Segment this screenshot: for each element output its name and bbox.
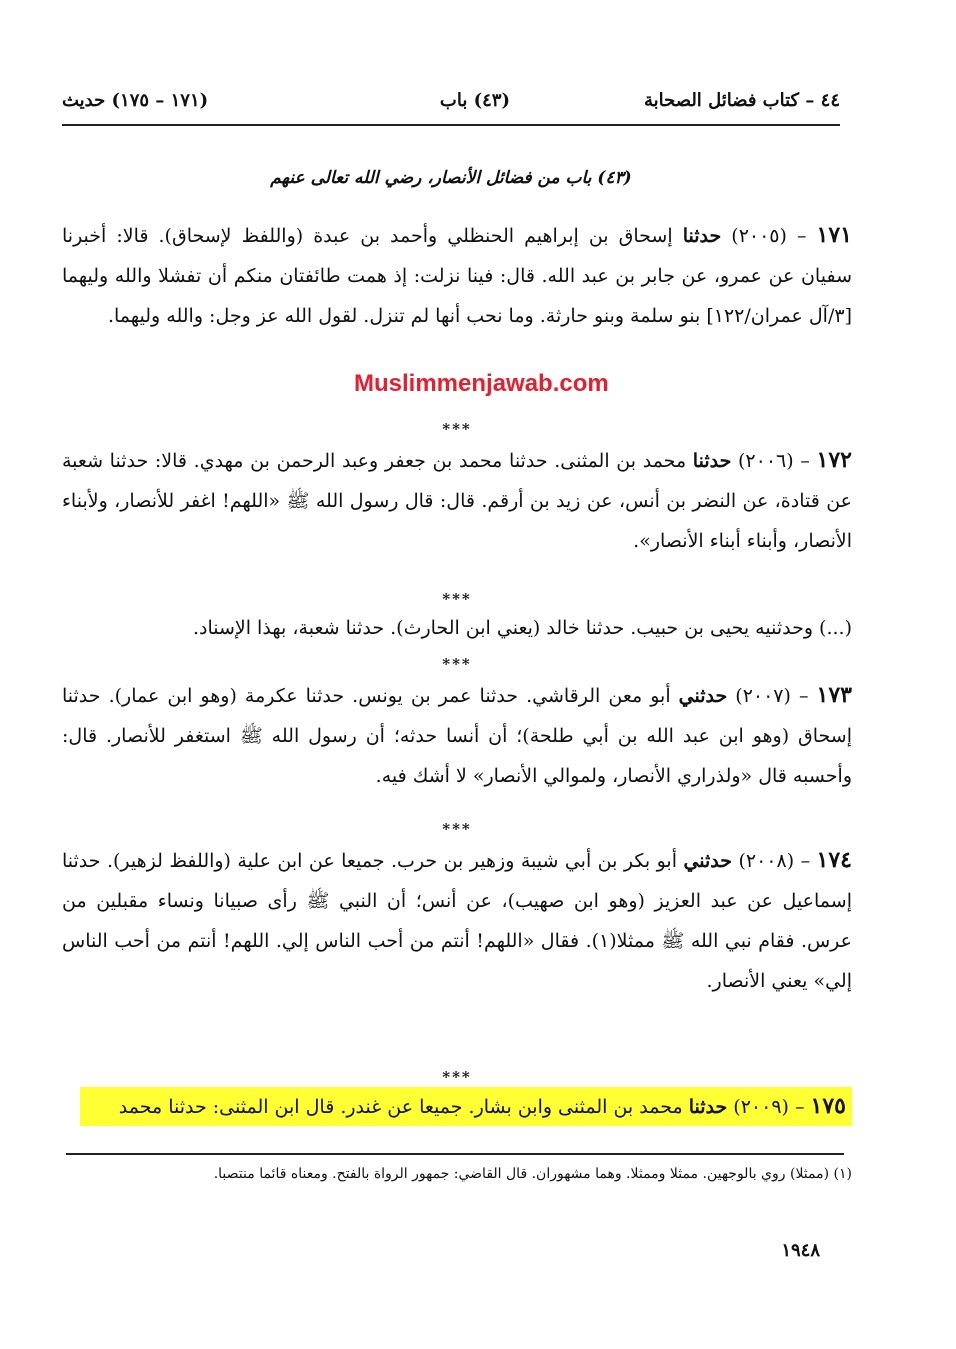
section-separator: *** [442, 820, 472, 838]
header-chapter-number: (٤٣) باب [439, 90, 510, 111]
hadith-number: (...) [819, 617, 852, 639]
hadith-text: وحدثنيه يحيى بن حبيب. حدثنا خالد (يعني ابن الحارث). حدثنا شعبة، بهذا الإسناد. [192, 617, 813, 639]
hadith-number: ١٧٤ [816, 847, 852, 873]
footnote: (١) (ممثلا) روي بالوجهين. ممثلا وممثلا. وهما مشهوران. قال القاضي: جمهور الرواة بالفتح. ومعناه قائما منتصبا. [213, 1166, 852, 1182]
hadith-text: أبو بكر بن أبي شيبة وزهير بن حرب. جميعا عن ابن علية (واللفظ لزهير). حدثنا إسماعيل عن عبد العزيز (وهو ابن صهيب)، عن أنس؛ أن النبي ﷺ رأى صبيانا ونساء مقبلين من عرس. فقام نبي الله ﷺ ممثلا(١). فقال «اللهم! أنتم من أحب الناس إلي. اللهم! أنتم من أحب الناس إلي» يعني الأنصار. [62, 850, 852, 992]
hadith-lead-word: حدثنا [688, 1096, 728, 1118]
chapter-title: (٤٣) باب من فضائل الأنصار، رضي الله تعالى عنهم [270, 168, 632, 188]
hadith-172-sub [62, 608, 852, 648]
header-rule [62, 124, 840, 126]
hadith-text: إسحاق بن إبراهيم الحنظلي وأحمد بن عبدة (واللفظ لإسحاق). قالا: أخبرنا سفيان عن عمرو، عن جابر بن عبد الله. قال: فينا نزلت: إذ همت طائفتان منكم أن تفشلا والله وليهما [٣/آل عمران/١٢٢] بنو سلمة وبنو حارثة. وما نحب أنها لم تنزل. لقول الله عز وجل: والله وليهما. [62, 225, 852, 327]
section-separator: *** [442, 1068, 472, 1086]
hadith-number: ١٧٥ [810, 1093, 846, 1119]
hadith-reference: (٢٠٠٩) [733, 1096, 789, 1118]
hadith-lead-word: حدثنا [692, 450, 732, 472]
footnote-rule [66, 1153, 844, 1155]
hadith-number: ١٧١ [816, 222, 852, 248]
section-separator: *** [442, 420, 472, 438]
page-number: ١٩٤٨ [781, 1240, 820, 1261]
hadith-reference: (٢٠٠٥) [731, 225, 787, 247]
hadith-173: ١٧٣ – (٢٠٠٧) حدثني أبو معن الرقاشي. حدثنا عمر بن يونس. حدثنا عكرمة (وهو ابن عمار). حدثنا إسحاق (وهو ابن عبد الله بن أبي طلحة)؛ أن أنسا حدثه؛ أن رسول الله ﷺ استغفر للأنصار. قال: وأحسبه قال «ولذراري الأنصار، ولموالي الأنصار» لا أشك فيه. [62, 682, 852, 787]
hadith-text: أبو معن الرقاشي. حدثنا عمر بن يونس. حدثنا عكرمة (وهو ابن عمار). حدثنا إسحاق (وهو ابن عبد الله بن أبي طلحة)؛ أن أنسا حدثه؛ أن رسول الله ﷺ استغفر للأنصار. قال: وأحسبه قال «ولذراري الأنصار، ولموالي الأنصار» لا أشك فيه. [62, 685, 852, 787]
hadith-lead-word: حدثنا [682, 225, 722, 247]
hadith-text: محمد بن المثنى. حدثنا محمد بن جعفر وعبد الرحمن بن مهدي. قالا: حدثنا شعبة عن قتادة، عن النضر بن أنس، عن زيد بن أرقم. قال: قال رسول الله ﷺ «اللهم! اغفر للأنصار، ولأبناء الأنصار، وأبناء أبناء الأنصار». [62, 450, 852, 552]
hadith-number: ١٧٣ [816, 682, 852, 708]
hadith-174: ١٧٤ – (٢٠٠٨) حدثني أبو بكر بن أبي شيبة وزهير بن حرب. جميعا عن ابن علية (واللفظ لزهير). حدثنا إسماعيل عن عبد العزيز (وهو ابن صهيب)، عن أنس؛ أن النبي ﷺ رأى صبيانا ونساء مقبلين من عرس. فقام نبي الله ﷺ ممثلا(١). فقال «اللهم! أنتم من أحب الناس إلي. اللهم! أنتم من أحب الناس إلي» يعني الأنصار. [62, 847, 852, 992]
section-separator: *** [442, 655, 472, 673]
section-separator: *** [442, 590, 472, 608]
hadith-number: ١٧٢ [816, 447, 852, 473]
hadith-175-highlighted: ١٧٥ – (٢٠٠٩) حدثنا محمد بن المثنى وابن بشار. جميعا عن غندر. قال ابن المثنى: حدثنا محمد [80, 1087, 852, 1126]
hadith-reference: (٢٠٠٦) [738, 450, 794, 472]
hadith-lead-word: حدثني [678, 685, 728, 707]
watermark-text: Muslimmenjawab.com [354, 370, 609, 397]
hadith-reference: (٢٠٠٨) [738, 850, 795, 872]
header-hadith-range: (١٧١ – ١٧٥) حديث [62, 90, 209, 111]
hadith-reference: (٢٠٠٧) [735, 685, 791, 707]
hadith-lead-word: حدثني [683, 850, 733, 872]
hadith-172: ١٧٢ – (٢٠٠٦) حدثنا محمد بن المثنى. حدثنا محمد بن جعفر وعبد الرحمن بن مهدي. قالا: حدثنا شعبة عن قتادة، عن النضر بن أنس، عن زيد بن أرقم. قال: قال رسول الله ﷺ «اللهم! اغفر للأنصار، ولأبناء الأنصار، وأبناء أبناء الأنصار». [62, 447, 852, 552]
header-book-title: ٤٤ – كتاب فضائل الصحابة [643, 90, 840, 111]
hadith-171: ١٧١ – (٢٠٠٥) حدثنا إسحاق بن إبراهيم الحنظلي وأحمد بن عبدة (واللفظ لإسحاق). قالا: أخبرنا سفيان عن عمرو، عن جابر بن عبد الله. قال: فينا نزلت: إذ همت طائفتان منكم أن تفشلا والله وليهما [٣/آل عمران/١٢٢] بنو سلمة وبنو حارثة. وما نحب أنها لم تنزل. لقول الله عز وجل: والله وليهما. [62, 222, 852, 327]
running-header [62, 90, 840, 124]
hadith-text: محمد بن المثنى وابن بشار. جميعا عن غندر. قال ابن المثنى: حدثنا محمد [118, 1096, 683, 1118]
